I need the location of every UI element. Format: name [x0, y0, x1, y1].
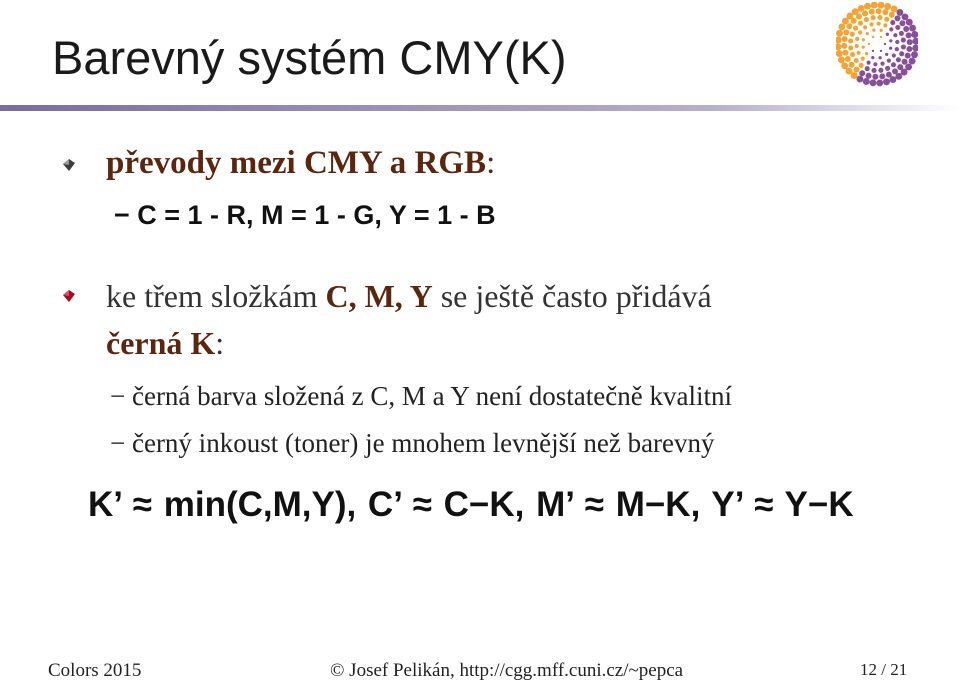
logo-dot	[836, 30, 843, 37]
logo-dot	[889, 47, 892, 50]
logo-dot	[902, 59, 908, 65]
logo-dot	[883, 78, 890, 85]
logo-dot	[884, 17, 889, 22]
logo-dot	[854, 67, 860, 73]
logo-dot	[836, 43, 842, 50]
bullet-2-text	[106, 278, 712, 315]
logo-dot	[836, 37, 842, 44]
logo-dot	[869, 22, 873, 26]
logo-dot	[873, 62, 877, 66]
logo-dot	[909, 25, 916, 32]
logo-dot	[863, 78, 870, 85]
logo-dot	[884, 43, 886, 45]
logo-dot	[886, 33, 889, 36]
logo-dot	[906, 19, 913, 26]
logo-dot	[880, 36, 882, 38]
logo-dot	[878, 2, 885, 9]
logo-dot	[862, 45, 865, 48]
logo-dot	[863, 25, 867, 29]
logo-dot	[848, 45, 853, 50]
logo-dot	[836, 50, 843, 57]
logo-dot	[879, 73, 885, 79]
bullet-2-part-c: se ještě často přidává	[432, 278, 712, 314]
logo-dot	[858, 21, 863, 26]
logo-dot	[857, 51, 861, 55]
conversion-formula: − C = 1 - R, M = 1 - G, Y = 1 - B	[114, 200, 496, 230]
logo-dot	[880, 62, 884, 66]
logo-dot	[899, 31, 904, 36]
logo-dot	[895, 73, 902, 80]
logo-dot	[865, 52, 868, 55]
logo-dot	[868, 43, 870, 45]
logo-dot	[858, 5, 865, 12]
logo-dot	[885, 66, 890, 71]
footer-page-number: 12 / 21	[860, 660, 908, 679]
k-extraction-formula: K’ ≈ min(C,M,Y), C’ ≈ C−K, M’ ≈ M−K, Y’ ≈ Y−K	[88, 485, 854, 524]
logo-dot	[856, 76, 863, 83]
logo-dot	[912, 38, 918, 45]
logo-dot	[850, 52, 855, 57]
bullet-1-heading: převody mezi CMY a RGB	[106, 145, 487, 181]
logo-dot	[854, 58, 859, 63]
logo-dot	[872, 36, 874, 38]
logo-dot	[859, 70, 865, 76]
logo-dot	[846, 23, 852, 29]
logo-dot	[871, 15, 876, 20]
bullet-2-colon: :	[215, 325, 225, 361]
logo-dot	[901, 38, 906, 43]
logo-dot	[899, 20, 905, 26]
logo-dot	[842, 50, 848, 56]
logo-dot	[869, 9, 875, 15]
bullet-2-components: C, M, Y	[325, 278, 433, 314]
logo-dot	[885, 53, 888, 56]
bullet-1-text	[106, 145, 495, 182]
sub-item-quality: − černá barva složená z C, M a Y není dostatečně kvalitní	[110, 381, 732, 411]
title-rule	[0, 103, 960, 113]
logo-dot	[864, 3, 871, 10]
logo-dot	[906, 32, 912, 38]
logo-dot	[871, 2, 878, 9]
logo-dot	[853, 26, 858, 31]
logo-dot	[889, 12, 895, 18]
logo-dot	[855, 44, 859, 48]
logo-dot	[876, 79, 883, 86]
logo-dot	[864, 17, 869, 22]
logo-dot	[871, 56, 874, 59]
logo-dot	[911, 51, 918, 58]
black-k-label: černá K	[106, 325, 216, 361]
logo-dot	[890, 20, 895, 25]
logo-dot	[866, 32, 869, 35]
logo-dot	[858, 30, 862, 34]
logo-dot	[872, 74, 878, 80]
logo-dot	[843, 29, 849, 35]
logo-dot	[891, 5, 898, 12]
logo-dot	[893, 33, 897, 37]
logo-dot	[872, 29, 875, 32]
logo-dot	[842, 36, 848, 42]
logo-dot	[872, 50, 874, 52]
logo-dot	[899, 51, 904, 56]
page-title: Barevný systém CMY(K)	[52, 31, 567, 84]
logo-dot	[903, 26, 909, 32]
logo-dot	[876, 8, 882, 14]
logo-dot	[889, 39, 892, 42]
footer-course: Colors 2015	[48, 660, 142, 681]
logo-dot	[882, 9, 888, 15]
logo-dot	[895, 40, 899, 44]
logo-dot	[892, 53, 896, 57]
bullet-2-line-2	[106, 325, 224, 362]
logo-dot	[862, 10, 868, 16]
footer-author: © Josef Pelikán, http://cgg.mff.cuni.cz/~pepca	[330, 660, 684, 681]
bullet-2-part-a: ke třem složkám	[106, 278, 326, 314]
logo-dot	[877, 22, 881, 26]
logo-dot	[866, 73, 872, 79]
logo-dot	[878, 56, 881, 59]
logo-dot	[889, 76, 896, 83]
logo-dot	[883, 23, 887, 27]
logo-dot	[849, 62, 855, 68]
logo-dot	[870, 79, 877, 86]
logo-dot	[841, 43, 847, 49]
logo-dot	[867, 61, 871, 65]
logo-dot	[855, 37, 859, 41]
bullet-1-colon: :	[486, 145, 496, 181]
logo-dot	[895, 25, 900, 30]
logo-dot	[877, 15, 882, 20]
logo-dot	[848, 38, 853, 43]
logo-dot	[878, 68, 883, 73]
logo-dot	[901, 44, 906, 49]
university-logo	[836, 2, 918, 92]
logo-dot	[887, 59, 891, 63]
logo-dot	[861, 57, 865, 61]
logo-dot	[838, 23, 845, 30]
logo-dot	[911, 31, 918, 38]
sub-item-cost: − černý inkoust (toner) je mnohem levnější než barevný	[110, 428, 715, 458]
logo-dot	[886, 72, 892, 78]
logo-dot	[896, 57, 901, 62]
logo-dot	[889, 27, 893, 31]
logo-dot	[907, 39, 913, 45]
logo-dot	[891, 62, 896, 67]
logo-dot	[895, 47, 899, 51]
logo-dot	[862, 38, 865, 41]
red-bullet-icon	[62, 289, 76, 303]
logo-dot	[838, 56, 845, 63]
logo-dot	[850, 32, 855, 37]
logo-dot	[906, 46, 912, 52]
logo-dot	[859, 63, 864, 68]
grey-bullet-icon	[62, 158, 76, 172]
logo-dot	[880, 50, 882, 52]
logo-dot	[909, 58, 916, 65]
logo-dot	[905, 53, 911, 59]
logo-dot	[871, 68, 876, 73]
logo-dot	[841, 62, 848, 69]
logo-dot	[852, 8, 859, 15]
logo-dot	[912, 45, 918, 52]
logo-dot	[880, 29, 883, 32]
logo-dot	[884, 3, 891, 10]
logo-dot	[895, 15, 901, 21]
logo-dot	[845, 56, 851, 62]
logo-dot	[865, 66, 870, 71]
